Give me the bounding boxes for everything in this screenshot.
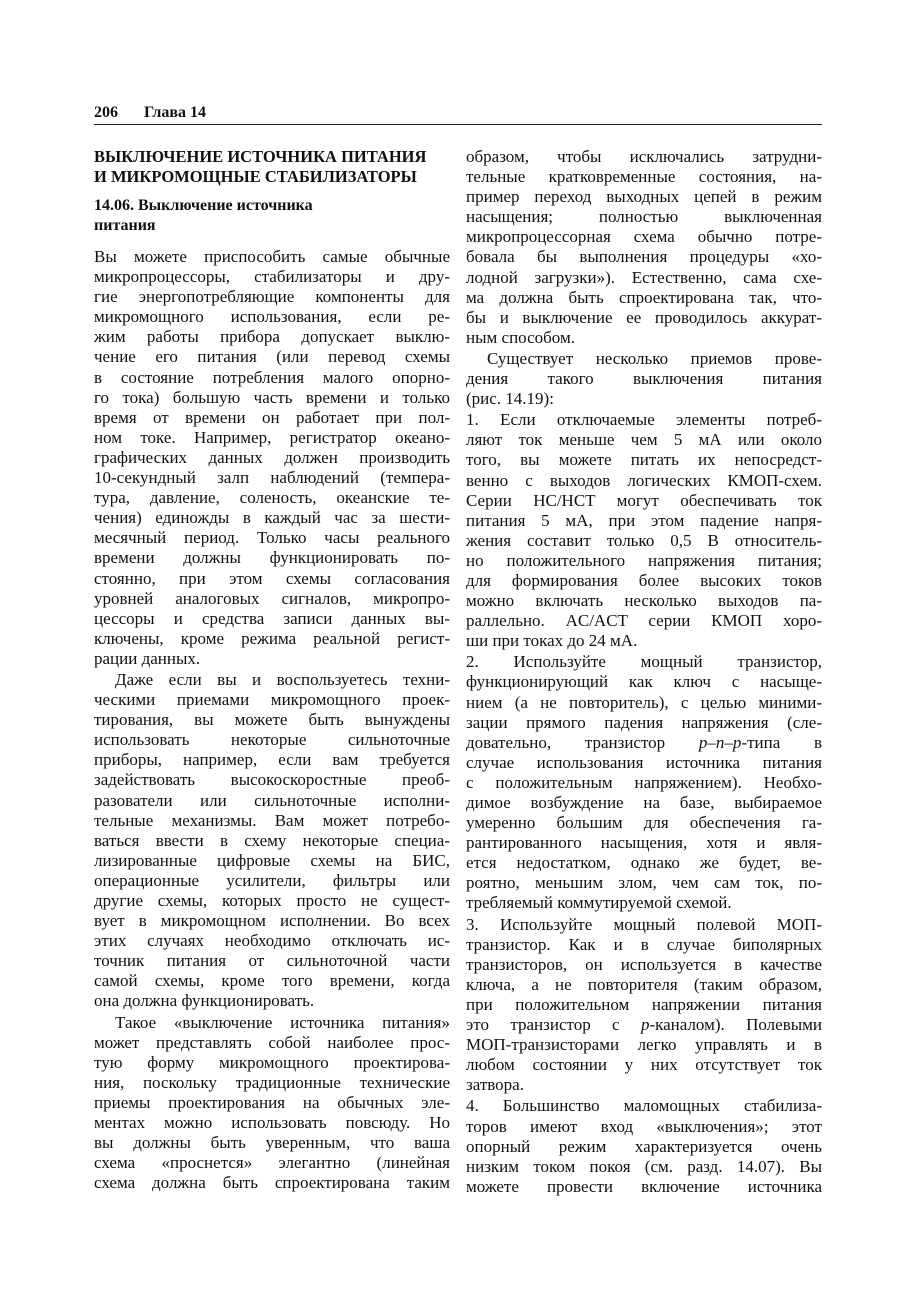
paragraph [466, 652, 822, 913]
text-line: насыщения; полностью выключенная [466, 207, 822, 227]
text-line: гие энергопотребляющие компоненты для [94, 287, 450, 307]
text-line: приборы, например, если вам требуется [94, 750, 450, 770]
text-line: опорный режим характеризуется очень [466, 1136, 822, 1156]
text-line: чения) единожды в каждый час за шести- [94, 508, 450, 528]
text-line: она должна функционировать. [94, 991, 315, 1011]
section-title [94, 147, 450, 187]
italic-term: p [640, 1015, 650, 1035]
text-line: ментах можно использовать повсюду. Но [94, 1113, 450, 1133]
text-line: приемы проектирования на обычных эле- [94, 1092, 450, 1112]
text-line: дения такого выключения питания [466, 369, 822, 389]
text-line: Серии HC/HCT могут обеспечивать ток [466, 490, 822, 510]
text-line: случае использования источника питания [466, 752, 822, 772]
text-line: торов имеют вход «выключения»; этот [466, 1116, 822, 1136]
paragraph [466, 410, 822, 651]
text-line: микромощного использования, если ре- [94, 307, 450, 327]
text-line: венно с выходов логических КМОП-схем. [466, 470, 822, 490]
text-line: микропроцессорная схема обычно потре- [466, 227, 822, 247]
right-column [466, 147, 822, 1198]
text-line: схема должна быть спроектирована таким [94, 1173, 450, 1193]
running-header [94, 104, 822, 122]
text-segment: -типа в [741, 732, 823, 752]
text-line: вует в микромощном исполнении. Во всех [94, 911, 450, 931]
paragraph [94, 670, 450, 1012]
text-line: вы должны быть уверенным, что ваша [94, 1133, 450, 1153]
text-line: го тока) большую часть времени и только [94, 387, 450, 407]
text-line: ма должна быть спроектирована так, что- [466, 287, 822, 307]
text-line: схема «проснется» элегантно (линейная [94, 1153, 450, 1173]
subsection-title-line: питания [94, 217, 156, 234]
text-line: зации прямого падения напряжения (сле- [466, 712, 822, 732]
text-line: ния, поскольку традиционные технические [94, 1072, 450, 1092]
text-line: использовать некоторые сильноточные [94, 730, 450, 750]
text-line: этих случаях необходимо отключать ис- [94, 931, 450, 951]
text-line: разователи или сильноточные исполни- [94, 790, 450, 810]
paragraph [94, 247, 450, 669]
text-line: ваться ввести в схему некоторые специа- [94, 830, 450, 850]
text-line: ключа, а не повторителя (таким образом, [466, 974, 822, 994]
text-line: тирования, вы можете быть вынуждены [94, 710, 450, 730]
left-column [94, 147, 450, 1194]
text-line: 10-секундный залп наблюдений (темпера- [94, 468, 450, 488]
paragraph [466, 1096, 822, 1196]
text-line: месячный период. Только часы реального [94, 528, 450, 548]
paragraph [466, 915, 822, 1096]
text-line: жения составит только 0,5 В относитель- [466, 530, 822, 550]
text-line: рации данных. [94, 648, 201, 668]
text-line: ным способом. [466, 327, 575, 347]
text-line: Такое «выключение источника питания» [115, 1012, 450, 1032]
section-title-line: ВЫКЛЮЧЕНИЕ ИСТОЧНИКА ПИТАНИЯ [94, 147, 427, 166]
text-line: Существует несколько приемов прове- [487, 348, 822, 368]
text-line: лодной загрузки»). Естественно, сама схе- [466, 267, 822, 287]
text-line: нием (а не повторитель), с целью миними- [466, 692, 822, 712]
text-line: бы и выключение ее проводилось аккурат- [466, 307, 822, 327]
text-line: ши при токах до 24 мА. [466, 631, 638, 651]
text-line: димое возбуждение на базе, выбираемое [466, 793, 822, 812]
text-line: требляемый коммутируемой схемой. [466, 893, 732, 913]
text-line: 1. Если отключаемые элементы потреб- [466, 410, 822, 430]
text-segment: довательно, транзистор [466, 732, 699, 752]
text-line: тую форму микромощного проектирова- [94, 1052, 450, 1072]
text-line: МОП-транзисторами легко управлять и в [466, 1035, 822, 1055]
text-line: время от времени он работает при пол- [94, 407, 450, 427]
text-line: ключены, кроме режима реальной регист- [94, 628, 450, 648]
text-line: графических данных должен производить [94, 447, 450, 467]
section-title-line: И МИКРОМОЩНЫЕ СТАБИЛИЗАТОРЫ [94, 167, 417, 186]
text-line: Даже если вы и воспользуетесь техни- [115, 669, 450, 689]
text-line: для формирования более высоких токов [466, 570, 822, 590]
text-line: но положительного напряжения питания; [466, 550, 822, 570]
text-line: операционные усилители, фильтры или [94, 870, 450, 890]
text-line: раллельно. AC/ACT серии КМОП хоро- [466, 611, 822, 631]
text-segment: -каналом). Полевыми [649, 1015, 823, 1035]
text-line: образом, чтобы исключались затрудни- [466, 147, 822, 166]
text-line: функционирующий как ключ с насыще- [466, 672, 822, 692]
text-line: затвора. [466, 1075, 524, 1095]
text-line: лизированные цифровые схемы на БИС, [94, 850, 450, 870]
text-line: жим работы прибора допускает выклю- [94, 327, 450, 347]
text-line: при положительном напряжении питания [466, 994, 822, 1014]
text-line: чение его питания (или перевод схемы [94, 347, 450, 367]
text-line: ляют ток меньше чем 5 мА или около [466, 430, 822, 450]
text-line: тура, давление, соленость, океанские те- [94, 488, 450, 508]
text-line: самой схемы, кроме того времени, когда [94, 971, 450, 991]
text-line: того, вы можете питать их непосредст- [466, 450, 822, 470]
text-line: тельные механизмы. Вам может потребо- [94, 810, 450, 830]
text-line [466, 733, 822, 753]
text-line: ном токе. Например, регистратор океано- [94, 427, 450, 447]
text-line: любом состоянии у них отсутствует ток [466, 1055, 822, 1075]
text-line: можете провести включение источника [466, 1176, 822, 1196]
text-line: (рис. 14.19): [466, 389, 554, 409]
paragraph [466, 349, 822, 409]
header-rule [94, 124, 822, 125]
text-line: роятно, меньшим злом, чем сам ток, по- [466, 873, 822, 893]
text-line: стоянно, при этом схемы согласования [94, 568, 450, 588]
text-line: транзистор. Как и в случае биполярных [466, 934, 822, 954]
text-line: другие схемы, которых просто не сущест- [94, 891, 450, 910]
text-line: можно включать несколько выходов па- [466, 591, 822, 611]
text-line: 4. Большинство маломощных стабилиза- [466, 1096, 822, 1116]
paragraph [466, 147, 822, 348]
text-line [466, 1015, 822, 1035]
text-line: ется недостатком, однако же будет, ве- [466, 853, 822, 873]
text-line: в состояние потребления малого опорно- [94, 367, 450, 387]
text-line: бовала бы выполнения процедуры «хо- [466, 247, 822, 267]
text-line: с положительным напряжением). Необхо- [466, 772, 822, 792]
text-line: умеренно большим для обеспечения га- [466, 813, 822, 833]
italic-term: p–n–p [698, 732, 742, 752]
text-line: рантированного насыщения, хотя и явля- [466, 833, 822, 853]
text-line: тельные кратковременные состояния, на- [466, 167, 822, 187]
text-line: точник питания от сильноточной части [94, 951, 450, 971]
text-line: может представлять собой наиболее прос- [94, 1032, 450, 1052]
text-line: транзисторов, он используется в качестве [466, 954, 822, 974]
chapter-label: Глава 14 [144, 104, 206, 121]
left-body [94, 247, 450, 1193]
subsection-title-line: 14.06. Выключение источника [94, 197, 313, 214]
text-line: задействовать высокоскоростные преоб- [94, 770, 450, 790]
paragraph [94, 1013, 450, 1194]
text-line: уровней аналоговых сигналов, микропро- [94, 588, 450, 608]
text-line: пример переход выходных цепей в режим [466, 187, 822, 207]
text-line: цессоры и средства записи данных вы- [94, 608, 450, 628]
text-line: низким током покоя (см. разд. 14.07). Вы [466, 1156, 822, 1176]
text-line: 3. Используйте мощный полевой МОП- [466, 914, 822, 934]
text-line: микропроцессоры, стабилизаторы и дру- [94, 267, 450, 287]
text-segment: это транзистор с [466, 1015, 641, 1035]
right-body [466, 147, 822, 1197]
text-line: времени должны функционировать по- [94, 548, 450, 568]
text-line: питания 5 мА, при этом падение напря- [466, 510, 822, 530]
text-line: 2. Используйте мощный транзистор, [466, 652, 822, 672]
text-line: Вы можете приспособить самые обычные [94, 247, 450, 266]
subsection-title [94, 196, 450, 236]
text-line: ческими приемами микромощного проек- [94, 690, 450, 710]
page-number: 206 [94, 104, 118, 121]
